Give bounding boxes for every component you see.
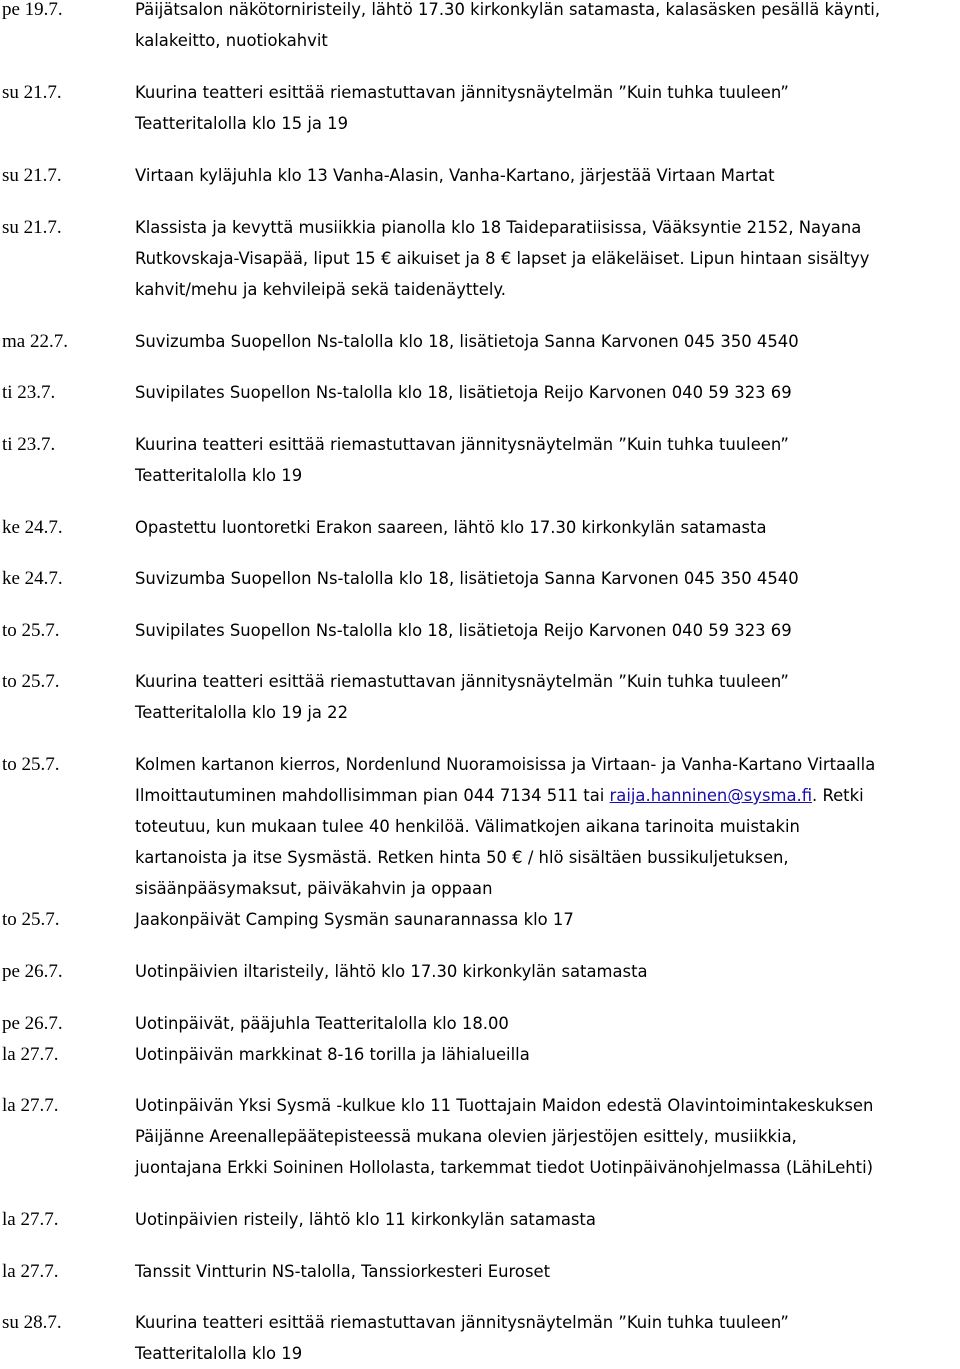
event-date: su 28.7.	[2, 1312, 62, 1333]
event-line: Rutkovskaja-Visapää, liput 15 € aikuiset ja 8 € lapset ja eläkeläiset. Lipun hintaan sisältyy	[135, 249, 870, 268]
event-line: Opastettu luontoretki Erakon saareen, lähtö klo 17.30 kirkonkylän satamasta	[135, 518, 767, 537]
event-line: Kolmen kartanon kierros, Nordenlund Nuoramoisissa ja Virtaan- ja Vanha-Kartano Virtaalla	[135, 755, 876, 774]
event-date: ti 23.7.	[2, 434, 56, 455]
event-description	[135, 1256, 957, 1287]
event-line: Päijänne Areenallepäätepisteessä mukana olevien järjestöjen esittely, musiikkia,	[135, 1127, 797, 1146]
event-line: Kuurina teatteri esittää riemastuttavan jännitysnäytelmän ”Kuin tuhka tuuleen”	[135, 435, 789, 454]
event-description	[135, 1008, 957, 1039]
event-description	[135, 0, 957, 56]
event-date: la 27.7.	[2, 1044, 59, 1065]
event-line: Suvizumba Suopellon Ns-talolla klo 18, lisätietoja Sanna Karvonen 045 350 4540	[135, 332, 799, 351]
event-line: Teatteritalolla klo 15 ja 19	[135, 114, 349, 133]
event-date: to 25.7.	[2, 620, 60, 641]
event-date: to 25.7.	[2, 754, 60, 775]
event-line: Uotinpäivien risteily, lähtö klo 11 kirkonkylän satamasta	[135, 1210, 596, 1229]
event-description	[135, 212, 957, 305]
event-line: Virtaan kyläjuhla klo 13 Vanha-Alasin, Vanha-Kartano, järjestää Virtaan Martat	[135, 166, 775, 185]
event-description	[135, 563, 957, 594]
event-line: kalakeitto, nuotiokahvit	[135, 31, 328, 50]
event-line: Uotinpäivät, pääjuhla Teatteritalolla klo 18.00	[135, 1014, 509, 1033]
event-description	[135, 956, 957, 987]
event-date: su 21.7.	[2, 82, 62, 103]
event-line: Uotinpäivän markkinat 8-16 torilla ja lähialueilla	[135, 1045, 530, 1064]
event-date: su 21.7.	[2, 165, 62, 186]
event-date: to 25.7.	[2, 671, 60, 692]
event-line: Klassista ja kevyttä musiikkia pianolla klo 18 Taideparatiisissa, Vääksyntie 2152, Nayana	[135, 218, 862, 237]
event-line: Kuurina teatteri esittää riemastuttavan jännitysnäytelmän ”Kuin tuhka tuuleen”	[135, 1313, 789, 1332]
event-description	[135, 512, 957, 543]
event-line: kartanoista ja itse Sysmästä. Retken hinta 50 € / hlö sisältäen bussikuljetuksen,	[135, 848, 789, 867]
event-description	[135, 615, 957, 646]
event-date: pe 26.7.	[2, 1013, 63, 1034]
event-line	[135, 780, 957, 811]
event-description	[135, 377, 957, 408]
event-line: Jaakonpäivät Camping Sysmän saunarannassa klo 17	[135, 910, 574, 929]
event-line: toteutuu, kun mukaan tulee 40 henkilöä. Välimatkojen aikana tarinoita muistakin	[135, 817, 800, 836]
event-date: pe 19.7.	[2, 0, 63, 20]
event-line: Uotinpäivien iltaristeily, lähtö klo 17.30 kirkonkylän satamasta	[135, 962, 648, 981]
event-line: sisäänpääsymaksut, päiväkahvin ja oppaan	[135, 879, 493, 898]
event-description	[135, 160, 957, 191]
email-link[interactable]: raija.hanninen@sysma.fi	[609, 786, 813, 805]
event-description	[135, 1039, 957, 1070]
event-line: Suvipilates Suopellon Ns-talolla klo 18, lisätietoja Reijo Karvonen 040 59 323 69	[135, 621, 792, 640]
event-description	[135, 77, 957, 139]
event-line: Suvipilates Suopellon Ns-talolla klo 18, lisätietoja Reijo Karvonen 040 59 323 69	[135, 383, 792, 402]
event-description	[135, 429, 957, 491]
event-description	[135, 1307, 957, 1369]
event-line: Kuurina teatteri esittää riemastuttavan jännitysnäytelmän ”Kuin tuhka tuuleen”	[135, 83, 789, 102]
event-description	[135, 904, 957, 935]
event-date: ma 22.7.	[2, 331, 68, 352]
event-line: kahvit/mehu ja kehvileipä sekä taidenäyttely.	[135, 280, 506, 299]
event-description	[135, 749, 957, 904]
event-line: Päijätsalon näkötorniristeily, lähtö 17.30 kirkonkylän satamasta, kalasäsken pesällä käynti,	[135, 0, 881, 19]
event-line: Suvizumba Suopellon Ns-talolla klo 18, lisätietoja Sanna Karvonen 045 350 4540	[135, 569, 799, 588]
event-date: ke 24.7.	[2, 517, 63, 538]
event-line: juontajana Erkki Soininen Hollolasta, tarkemmat tiedot Uotinpäivänohjelmassa (LähiLehti)	[135, 1158, 874, 1177]
event-date: su 21.7.	[2, 217, 62, 238]
event-date: la 27.7.	[2, 1209, 59, 1230]
event-line: Teatteritalolla klo 19	[135, 466, 303, 485]
event-line: Teatteritalolla klo 19	[135, 1344, 303, 1363]
event-description	[135, 326, 957, 357]
event-line: Kuurina teatteri esittää riemastuttavan jännitysnäytelmän ”Kuin tuhka tuuleen”	[135, 672, 789, 691]
event-date: ke 24.7.	[2, 568, 63, 589]
event-line-text: Ilmoittautuminen mahdollisimman pian 044 7134 511 tai	[135, 786, 610, 805]
event-date: la 27.7.	[2, 1095, 59, 1116]
event-line: Teatteritalolla klo 19 ja 22	[135, 703, 349, 722]
event-line: Uotinpäivän Yksi Sysmä -kulkue klo 11 Tuottajain Maidon edestä Olavintoimintakeskuksen	[135, 1096, 874, 1115]
event-date: to 25.7.	[2, 909, 60, 930]
event-description	[135, 1204, 957, 1235]
event-description	[135, 1090, 957, 1183]
event-line: Tanssit Vintturin NS-talolla, Tanssiorkesteri Euroset	[135, 1262, 551, 1281]
event-description	[135, 666, 957, 728]
event-date: ti 23.7.	[2, 382, 56, 403]
event-date: la 27.7.	[2, 1261, 59, 1282]
event-line-text: . Retki	[812, 786, 864, 805]
event-date: pe 26.7.	[2, 961, 63, 982]
